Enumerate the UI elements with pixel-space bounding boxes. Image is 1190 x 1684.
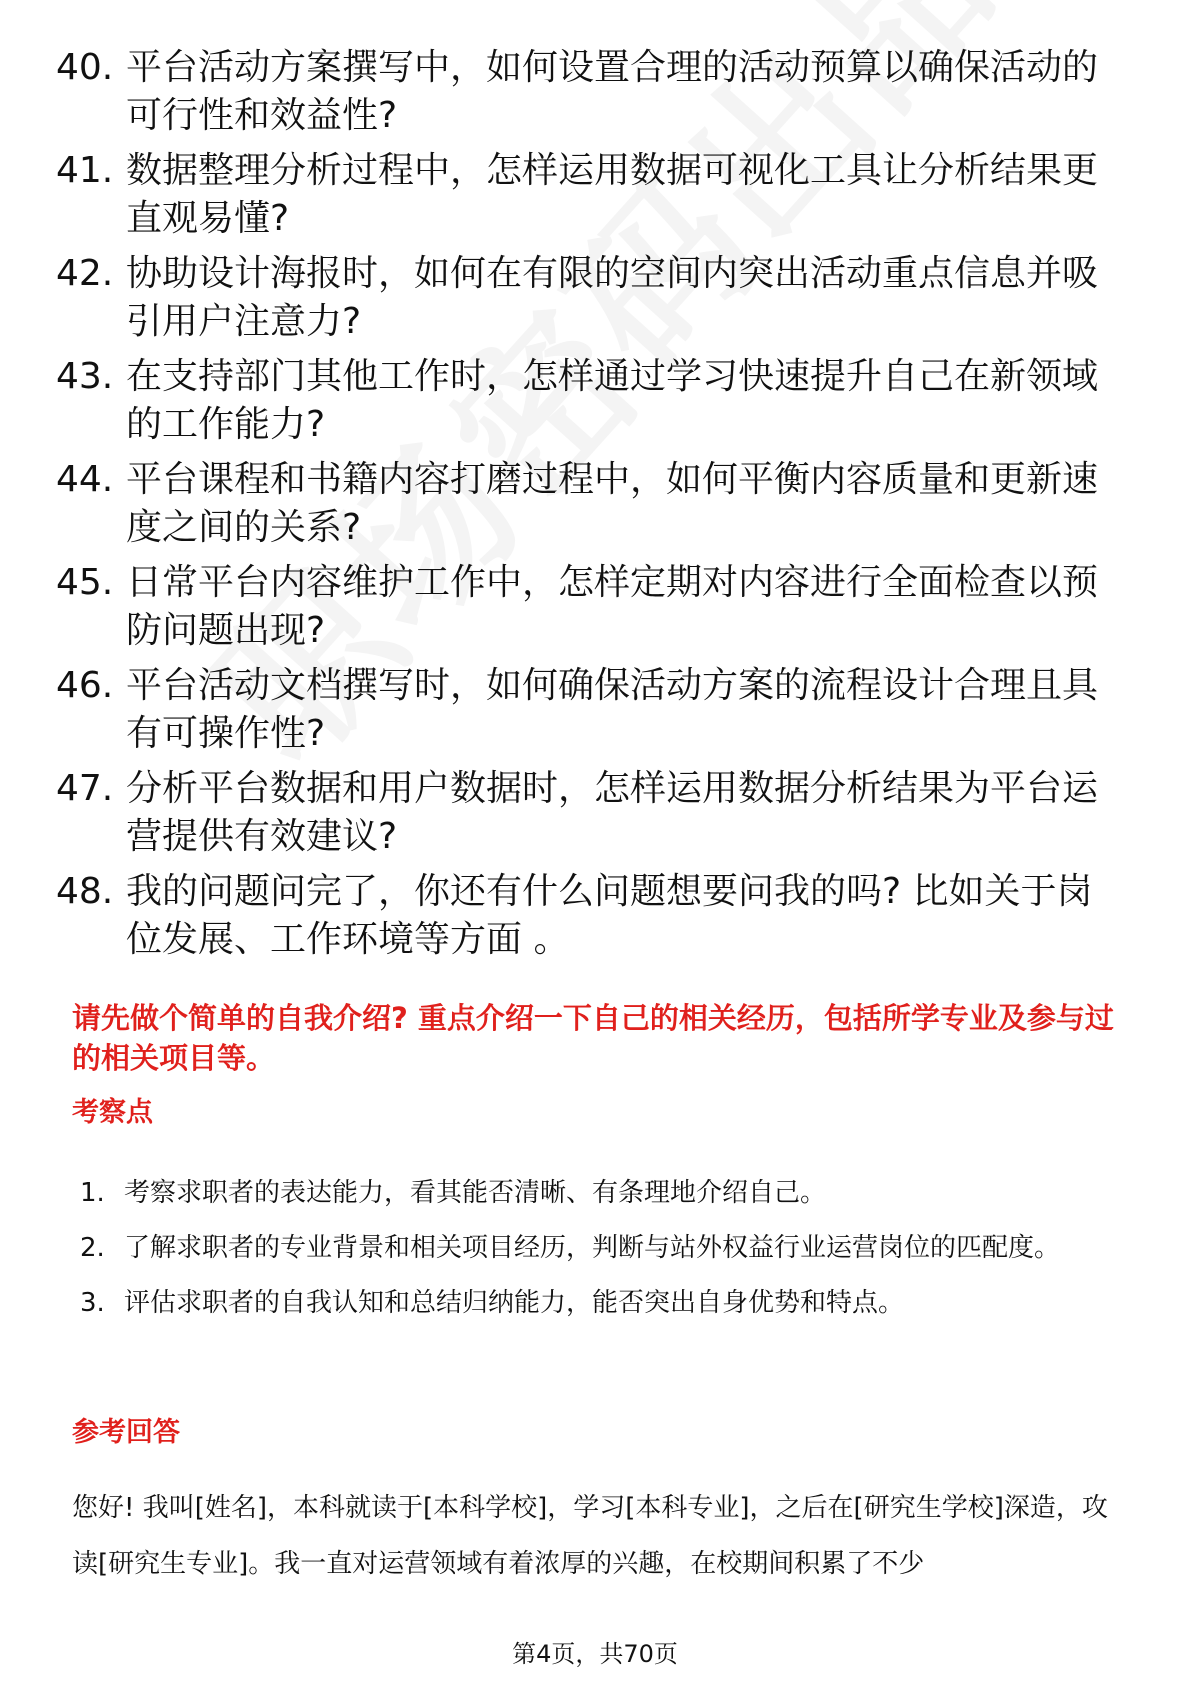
question-item bbox=[56, 44, 1126, 140]
point-text: 了解求职者的专业背景和相关项目经历，判断与站外权益行业运营岗位的匹配度。 bbox=[124, 1233, 1061, 1263]
question-item bbox=[56, 662, 1126, 758]
answer-heading: 参考回答 bbox=[72, 1417, 180, 1448]
question-number: 43. bbox=[56, 356, 114, 397]
question-item bbox=[56, 456, 1126, 552]
point-number: 2. bbox=[80, 1233, 105, 1263]
intro-question-heading: 请先做个简单的自我介绍? 重点介绍一下自己的相关经历，包括所学专业及参与过的相关项目等。 bbox=[72, 1001, 1114, 1075]
question-text: 日常平台内容维护工作中，怎样定期对内容进行全面检查以预防问题出现? bbox=[126, 562, 1099, 651]
point-number: 3. bbox=[80, 1288, 105, 1318]
question-number: 45. bbox=[56, 562, 114, 603]
question-item bbox=[56, 765, 1126, 861]
point-item bbox=[80, 1276, 1130, 1331]
answer-paragraph: 您好! 我叫[姓名]，本科就读于[本科学校]，学习[本科专业]，之后在[研究生学校]深造，攻读[研究生专业]。我一直对运营领域有着浓厚的兴趣，在校期间积累了不少 bbox=[72, 1493, 1108, 1579]
question-number: 41. bbox=[56, 150, 114, 191]
question-item bbox=[56, 147, 1126, 243]
question-text: 分析平台数据和用户数据时，怎样运用数据分析结果为平台运营提供有效建议? bbox=[126, 768, 1099, 857]
points-heading: 考察点 bbox=[72, 1097, 153, 1128]
question-number: 42. bbox=[56, 253, 114, 294]
question-item bbox=[56, 868, 1126, 964]
question-text: 平台活动方案撰写中，如何设置合理的活动预算以确保活动的可行性和效益性? bbox=[126, 47, 1099, 136]
question-number: 48. bbox=[56, 871, 114, 912]
question-number: 47. bbox=[56, 768, 114, 809]
question-text: 协助设计海报时，如何在有限的空间内突出活动重点信息并吸引用户注意力? bbox=[126, 253, 1099, 342]
points-list bbox=[80, 1166, 1130, 1331]
question-text: 我的问题问完了，你还有什么问题想要问我的吗? 比如关于岗位发展、工作环境等方面 。 bbox=[126, 871, 1093, 960]
point-item bbox=[80, 1166, 1130, 1221]
question-text: 数据整理分析过程中，怎样运用数据可视化工具让分析结果更直观易懂? bbox=[126, 150, 1099, 239]
question-item bbox=[56, 559, 1126, 655]
page-footer: 第4页，共70页 bbox=[512, 1640, 678, 1668]
question-number: 46. bbox=[56, 665, 114, 706]
question-item bbox=[56, 353, 1126, 449]
point-number: 1. bbox=[80, 1178, 105, 1208]
question-text: 平台课程和书籍内容打磨过程中，如何平衡内容质量和更新速度之间的关系? bbox=[126, 459, 1099, 548]
question-number: 40. bbox=[56, 47, 114, 88]
question-number: 44. bbox=[56, 459, 114, 500]
point-text: 考察求职者的表达能力，看其能否清晰、有条理地介绍自己。 bbox=[124, 1178, 827, 1208]
question-list bbox=[56, 44, 1126, 971]
question-text: 在支持部门其他工作时，怎样通过学习快速提升自己在新领域的工作能力? bbox=[126, 356, 1099, 445]
question-item bbox=[56, 250, 1126, 346]
question-text: 平台活动文档撰写时，如何确保活动方案的流程设计合理且具有可操作性? bbox=[126, 665, 1099, 754]
point-item bbox=[80, 1221, 1130, 1276]
point-text: 评估求职者的自我认知和总结归纳能力，能否突出自身优势和特点。 bbox=[124, 1288, 905, 1318]
